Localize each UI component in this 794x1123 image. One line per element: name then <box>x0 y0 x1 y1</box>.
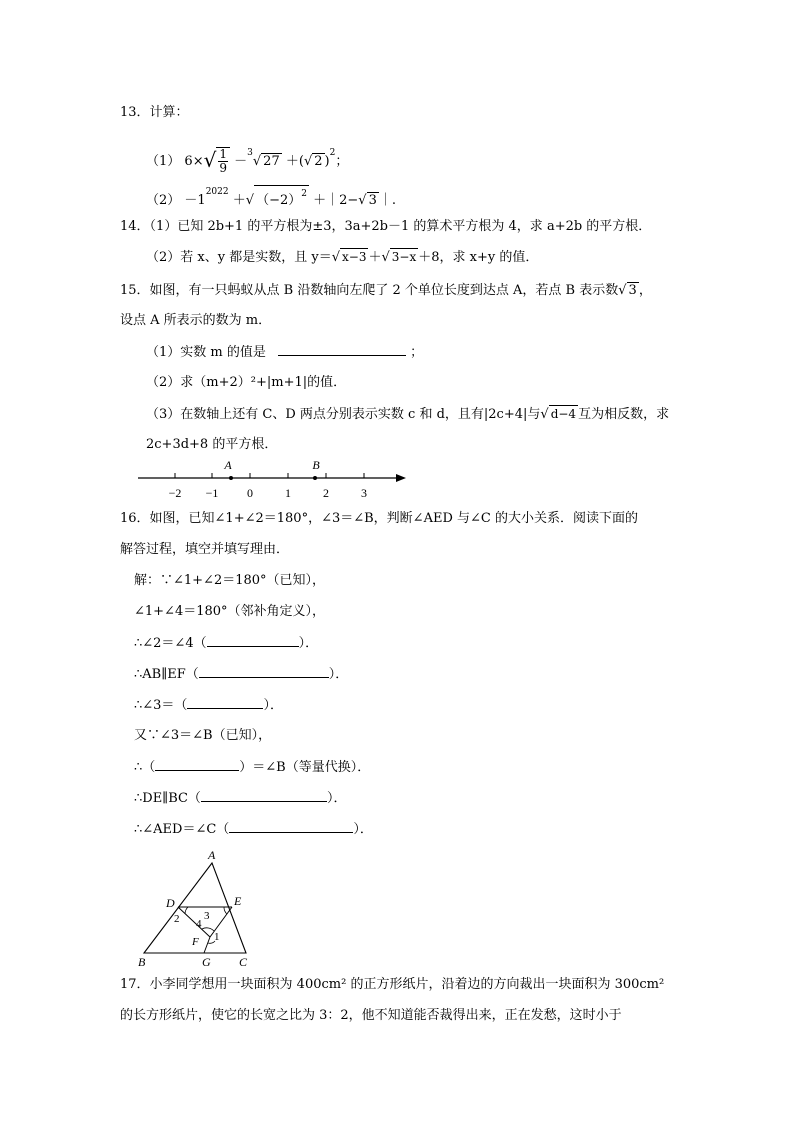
q13-cube-root-index: 3 <box>247 148 253 158</box>
q16-step5-a: ∴∠3＝（ <box>134 698 188 713</box>
angle-arc-3 <box>224 907 227 914</box>
q13-p2-label: （2） <box>146 193 181 208</box>
q16-step3 <box>134 634 318 653</box>
q16-step9-a: ∴∠AED＝∠C（ <box>134 822 230 837</box>
segment-fg <box>204 937 210 953</box>
q13-part1: （1） 6×√ $\frac{1}{9}$ －$^3$√ 27 ＋(√ 2 )$^2$； <box>146 147 349 175</box>
q16-step1: 解：∵∠1+∠2＝180°（已知）， <box>134 573 326 588</box>
tick-label-3: 3 <box>361 486 367 500</box>
label-angle-4: 4 <box>196 918 202 930</box>
label-angle-3: 3 <box>204 910 210 922</box>
q16-step5 <box>134 696 283 715</box>
q16-step5-b: ）． <box>263 698 283 713</box>
q15-line1-a: 15．如图，有一只蚂蚁从点 B 沿数轴向左爬了 2 个单位长度到达点 A，若点 B 表示数 <box>120 283 619 298</box>
q14-line1: 14．（1）已知 2b+1 的平方根为±3，3a+2b－1 的算术平方根为 4，求 a+2b 的平方根． <box>120 219 652 234</box>
label-angle-1: 1 <box>214 931 220 943</box>
label-d: D <box>166 896 175 910</box>
q16-step8-b: ）． <box>326 791 347 806</box>
tick-label-2: 2 <box>323 486 329 500</box>
q13-p2-abs-close: ｜. <box>378 193 396 208</box>
q16-step9-b: ）． <box>353 822 373 837</box>
q16-step4-b: ）． <box>328 667 349 682</box>
q15-p3-b: 互为相反数，求 <box>578 407 670 422</box>
q15-part1 <box>146 343 423 362</box>
q13-p2-exp: 2022 <box>205 187 229 197</box>
q16-line1: 16．如图，已知∠1+∠2＝180°，∠3＝∠B，判断∠AED 与∠C 的大小关系．阅读下面的 <box>120 511 638 526</box>
q13-p1-label: （1） <box>146 154 181 169</box>
q15-part3: （3）在数轴上还有 C、D 两点分别表示实数 c 和 d，且有|2c+4|与√ d−4 互为相反数，求 <box>146 407 670 422</box>
triangle-figure <box>134 845 260 969</box>
q16-step4-blank[interactable] <box>199 665 329 678</box>
q16-step7 <box>134 758 370 777</box>
q16-step3-b: ）． <box>298 636 319 651</box>
point-b-label: B <box>312 458 320 472</box>
q13-p1-exp: 2 <box>329 148 336 158</box>
q15-p1-text: （1）实数 m 的值是 <box>146 345 266 360</box>
point-b-dot <box>313 476 317 480</box>
number-line <box>130 458 420 504</box>
q13-p2-root-body: （−2） <box>256 193 302 208</box>
q13-sqrt2: 2 <box>314 154 323 169</box>
point-a-label: A <box>224 458 232 472</box>
q13-title: 13．计算： <box>120 105 189 120</box>
q15-line1-end: ， <box>638 283 652 298</box>
label-f: F <box>192 936 199 948</box>
q15-part2: （2）求（m+2）²+|m+1|的值． <box>146 375 347 390</box>
label-angle-2: 2 <box>174 913 180 925</box>
q14-line2-plus: ＋ <box>368 250 382 265</box>
q14-line2: （2）若 x、y 都是实数，且 y＝√ x−3 ＋√ 3−x ＋8，求 x+y 的值． <box>146 250 539 265</box>
q13-fraction: $\frac{1}{9}$ <box>219 147 227 175</box>
q13-p1-plus: ＋( <box>285 154 304 169</box>
q14-line2-a: （2）若 x、y 都是实数，且 y＝ <box>146 250 332 265</box>
q16-step8-a: ∴DE∥BC（ <box>134 791 201 806</box>
q15-line2: 设点 A 所表示的数为 m． <box>120 313 272 328</box>
q16-step7-b: ）＝∠B（等量代换）． <box>239 760 371 775</box>
tick-label-1: 1 <box>285 486 291 500</box>
q16-step3-blank[interactable] <box>207 634 299 647</box>
q16-step8-blank[interactable] <box>201 789 327 802</box>
angle-arc-2 <box>185 907 188 914</box>
q16-step7-a: ∴（ <box>134 760 156 775</box>
q16-step3-a: ∴∠2＝∠4（ <box>134 636 207 651</box>
q16-step8 <box>134 789 346 808</box>
q13-p2-plus: ＋ <box>232 193 246 208</box>
q17-line2: 的长方形纸片，使它的长宽之比为 3：2，他不知道能否裁得出来，正在发愁，这时小于 <box>120 1008 622 1023</box>
label-a: A <box>208 848 216 862</box>
q15-p3-a: （3）在数轴上还有 C、D 两点分别表示实数 c 和 d，且有|2c+4|与 <box>146 407 541 422</box>
q13-p1-tail: ) <box>324 154 330 169</box>
q16-step6: 又∵∠3＝∠B（已知）， <box>134 728 272 743</box>
arrow-right-icon <box>396 474 406 482</box>
q13-part2: $(2) -1^{2022}$ ＋√ $(-2)^2$ ＋｜2−√ 3 ｜. <box>146 187 396 208</box>
tick-label-neg2: −2 <box>168 486 182 500</box>
q14-root1: x−3 <box>342 250 367 264</box>
q13-p2-abs-open: ＋｜2− <box>313 193 359 208</box>
tick-label-neg1: −1 <box>205 486 219 500</box>
q13-cube-root-body: 27 <box>263 154 280 169</box>
number-line-ticks <box>175 473 364 478</box>
label-c: C <box>239 955 248 969</box>
q15-part3-line2: 2c+3d+8 的平方根． <box>146 437 278 452</box>
q13-sqrt3: 3 <box>368 193 377 208</box>
label-g: G <box>202 955 211 969</box>
q15-p1-blank[interactable] <box>278 343 406 356</box>
q15-p1-end: ； <box>410 345 424 360</box>
label-e: E <box>234 894 242 908</box>
q14-root2: 3−x <box>391 250 417 264</box>
q15-sqrt3: 3 <box>628 283 637 298</box>
q16-line2: 解答过程，填空并填写理由． <box>120 542 290 557</box>
label-b: B <box>138 955 146 969</box>
q16-step9-blank[interactable] <box>229 820 353 833</box>
q15-p3-root: d−4 <box>550 407 577 421</box>
q13-p1-minus: － <box>234 154 248 169</box>
q16-step4 <box>134 665 348 684</box>
q16-step5-blank[interactable] <box>187 696 263 709</box>
q13-p2-a: －1 <box>184 193 206 208</box>
q16-step2: ∠1+∠4＝180°（邻补角定义）， <box>134 604 326 619</box>
q14-line2-tail: ＋8，求 x+y 的值． <box>418 250 539 265</box>
q17-line1: 17．小李同学想用一块面积为 400cm² 的正方形纸片，沿着边的方向裁出一块面积为 300cm² <box>120 977 665 992</box>
q15-line1: 15．如图，有一只蚂蚁从点 B 沿数轴向左爬了 2 个单位长度到达点 A，若点 B 表示数√ 3 ， <box>120 283 652 298</box>
q13-p1-end: ； <box>335 154 349 169</box>
q16-step9 <box>134 820 373 839</box>
point-a-dot <box>229 476 233 480</box>
q16-step4-a: ∴AB∥EF（ <box>134 667 199 682</box>
q13-p2-root-exp: 2 <box>301 189 307 199</box>
tick-label-0: 0 <box>247 486 253 500</box>
q16-step7-blank[interactable] <box>155 758 239 771</box>
q13-p1-six: 6× <box>184 154 204 169</box>
